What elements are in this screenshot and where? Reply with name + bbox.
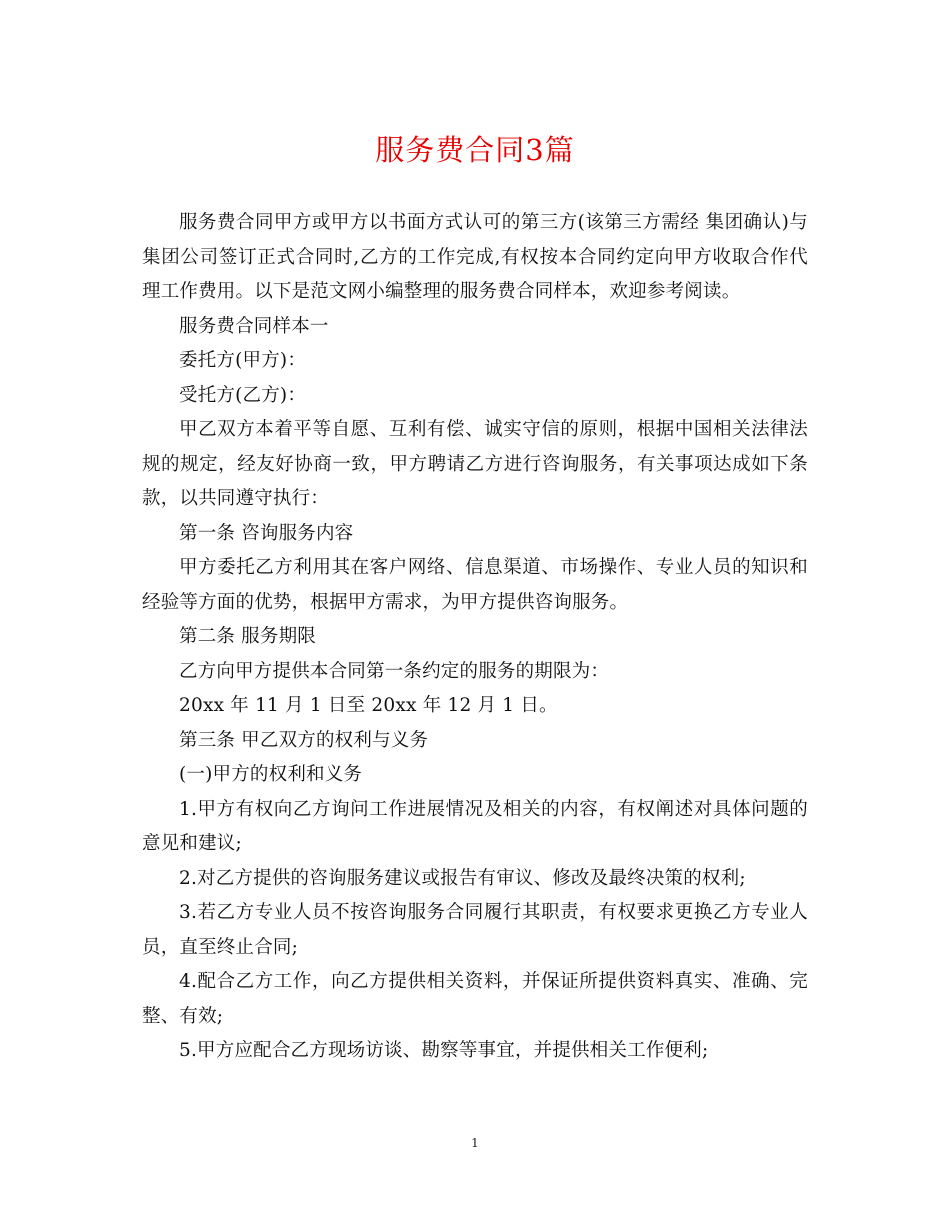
article-2-text: 乙方向甲方提供本合同第一条约定的服务的期限为： (179, 660, 610, 682)
article-1-heading: 第一条 咨询服务内容 (179, 522, 354, 544)
intro-paragraph: 服务费合同甲方或甲方以书面方式认可的第三方(该第三方需经 集团确认)与集团公司签订正式合同时,乙方的工作完成,有权按本合同约定向甲方收取合作代理工作费用。以下是范文网小编整理的服务费合同样本，欢迎参考阅读。 (142, 212, 808, 302)
document-body (142, 206, 808, 1069)
party-a-rights-heading: (一)甲方的权利和义务 (179, 764, 363, 785)
clause-3: 3.若乙方专业人员不按咨询服务合同履行其职责，有权要求更换乙方专业人员，直至终止合同; (142, 902, 808, 958)
document-title: 服务费合同3篇 (375, 133, 575, 167)
service-period-dates: 20xx 年 11 月 1 日至 20xx 年 12 月 1 日。 (179, 695, 558, 716)
sample-heading: 服务费合同样本一 (179, 315, 329, 337)
clause-2: 2.对乙方提供的咨询服务建议或报告有审议、修改及最终决策的权利; (179, 867, 746, 889)
page-number: 1 (471, 1136, 479, 1150)
article-3-heading: 第三条 甲乙双方的权利与义务 (179, 729, 429, 751)
clause-4: 4.配合乙方工作，向乙方提供相关资料，并保证所提供资料真实、准确、完整、有效; (142, 971, 808, 1027)
preamble-paragraph: 甲乙双方本着平等自愿、互利有偿、诚实守信的原则，根据中国相关法律法规的规定，经友好协商一致，甲方聘请乙方进行咨询服务，有关事项达成如下条款，以共同遵守执行： (142, 419, 808, 509)
party-b-line: 受托方(乙方)： (179, 384, 307, 406)
article-2-heading: 第二条 服务期限 (179, 626, 316, 647)
article-1-text: 甲方委托乙方利用其在客户网络、信息渠道、市场操作、专业人员的知识和经验等方面的优势，根据甲方需求，为甲方提供咨询服务。 (142, 557, 808, 613)
clause-5: 5.甲方应配合乙方现场访谈、勘察等事宜，并提供相关工作便利; (179, 1040, 709, 1061)
clause-1: 1.甲方有权向乙方询问工作进展情况及相关的内容，有权阐述对具体问题的意见和建议; (142, 798, 808, 854)
party-a-line: 委托方(甲方)： (179, 350, 307, 371)
